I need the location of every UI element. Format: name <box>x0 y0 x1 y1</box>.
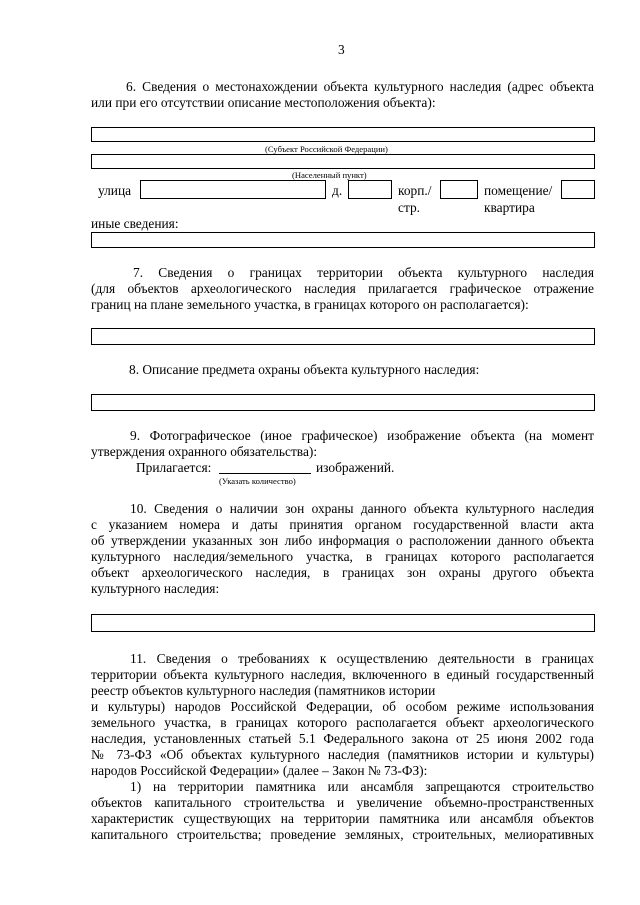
house-input[interactable] <box>348 180 392 199</box>
section-11-line-7: № 73-ФЗ «Об объектах культурного наследия (памятников истории и культуры) <box>91 747 594 762</box>
section-11-line-6: наследия, установленных статьей 5.1 Федерального закона от 25 июня 2002 года <box>91 731 594 746</box>
settlement-input[interactable] <box>91 154 595 169</box>
section-7-line-2: (для объектов археологического наследия прилагается графическое отражение <box>91 281 594 296</box>
other-info-input[interactable] <box>91 232 595 248</box>
other-info-label: иные сведения: <box>91 216 179 231</box>
settlement-caption: (Населенный пункт) <box>292 170 367 180</box>
section-10-line-2: с указанием номера и даты принятия органом государственной власти акта <box>91 517 594 532</box>
section-11-line-9: 1) на территории памятника или ансамбля запрещаются строительство <box>130 779 594 794</box>
section-9-line-1: 9. Фотографическое (иное графическое) изображение объекта (на момент <box>130 428 594 443</box>
page-number: 3 <box>338 42 345 57</box>
section-11-line-2: территории объекта культурного наследия, включенного в единый государственный <box>91 667 594 682</box>
section-9-line-2: утверждения охранного обязательства): <box>91 444 318 459</box>
section-8-line-1: 8. Описание предмета охраны объекта культурного наследия: <box>129 362 480 377</box>
subject-caption: (Субъект Российской Федерации) <box>265 144 388 154</box>
room-label-line-1: помещение/ <box>484 183 553 198</box>
section-11-line-3: реестр объектов культурного наследия (памятников истории <box>91 683 436 698</box>
section-6-line-1: 6. Сведения о местонахождении объекта культурного наследия (адрес объекта <box>126 79 594 94</box>
section-10-line-6: культурного наследия: <box>91 581 220 596</box>
korp-label-line-1: корп./ <box>398 183 432 198</box>
room-label-line-2: квартира <box>484 200 535 215</box>
section-10-line-1: 10. Сведения о наличии зон охраны данного объекта культурного наследия <box>130 501 594 516</box>
house-label: д. <box>332 183 343 198</box>
section-11-line-1: 11. Сведения о требованиях к осуществлению деятельности в границах <box>130 651 594 666</box>
section-11-line-8: народов Российской Федерации» (далее – Закон № 73-ФЗ): <box>91 763 428 778</box>
images-label: изображений. <box>316 460 395 475</box>
section-10-line-5: объект археологического наследия, в границах зон охраны другого объекта <box>91 565 594 580</box>
protection-zones-input[interactable] <box>91 614 595 632</box>
section-10-line-3: об утверждении указанных зон либо информация о расположении данного объекта <box>91 533 594 548</box>
section-11-line-11: характеристик существующих на территории памятника или ансамбля объектов <box>91 811 594 826</box>
section-6-line-2: или при его отсутствии описание местоположения объекта): <box>91 95 436 110</box>
section-11-line-5: земельного участка, в границах которого располагается объект археологического <box>91 715 594 730</box>
section-7-line-3: границ на плане земельного участка, в границах которого он располагается): <box>91 297 529 312</box>
quantity-caption: (Указать количество) <box>219 476 296 486</box>
street-input[interactable] <box>140 180 326 199</box>
korp-input[interactable] <box>440 180 478 199</box>
section-7-line-1: 7. Сведения о границах территории объекта культурного наследия <box>133 265 594 280</box>
quantity-blank-line[interactable] <box>219 473 311 474</box>
section-11-line-12: капитального строительства; проведение земляных, строительных, мелиоративных <box>91 827 594 842</box>
section-10-line-4: культурного наследия/земельного участка, в границах которого располагается <box>91 549 594 564</box>
subject-input[interactable] <box>91 127 595 142</box>
room-input[interactable] <box>561 180 595 199</box>
territory-boundaries-input[interactable] <box>91 328 595 345</box>
protection-subject-input[interactable] <box>91 394 595 411</box>
section-11-line-10: объектов капитального строительства и увеличение объемно-пространственных <box>91 795 594 810</box>
attached-label: Прилагается: <box>136 460 212 475</box>
korp-label-line-2: стр. <box>398 200 421 215</box>
section-11-line-4: и культуры) народов Российской Федерации, об особом режиме использования <box>91 699 594 714</box>
street-label: улица <box>98 183 132 198</box>
